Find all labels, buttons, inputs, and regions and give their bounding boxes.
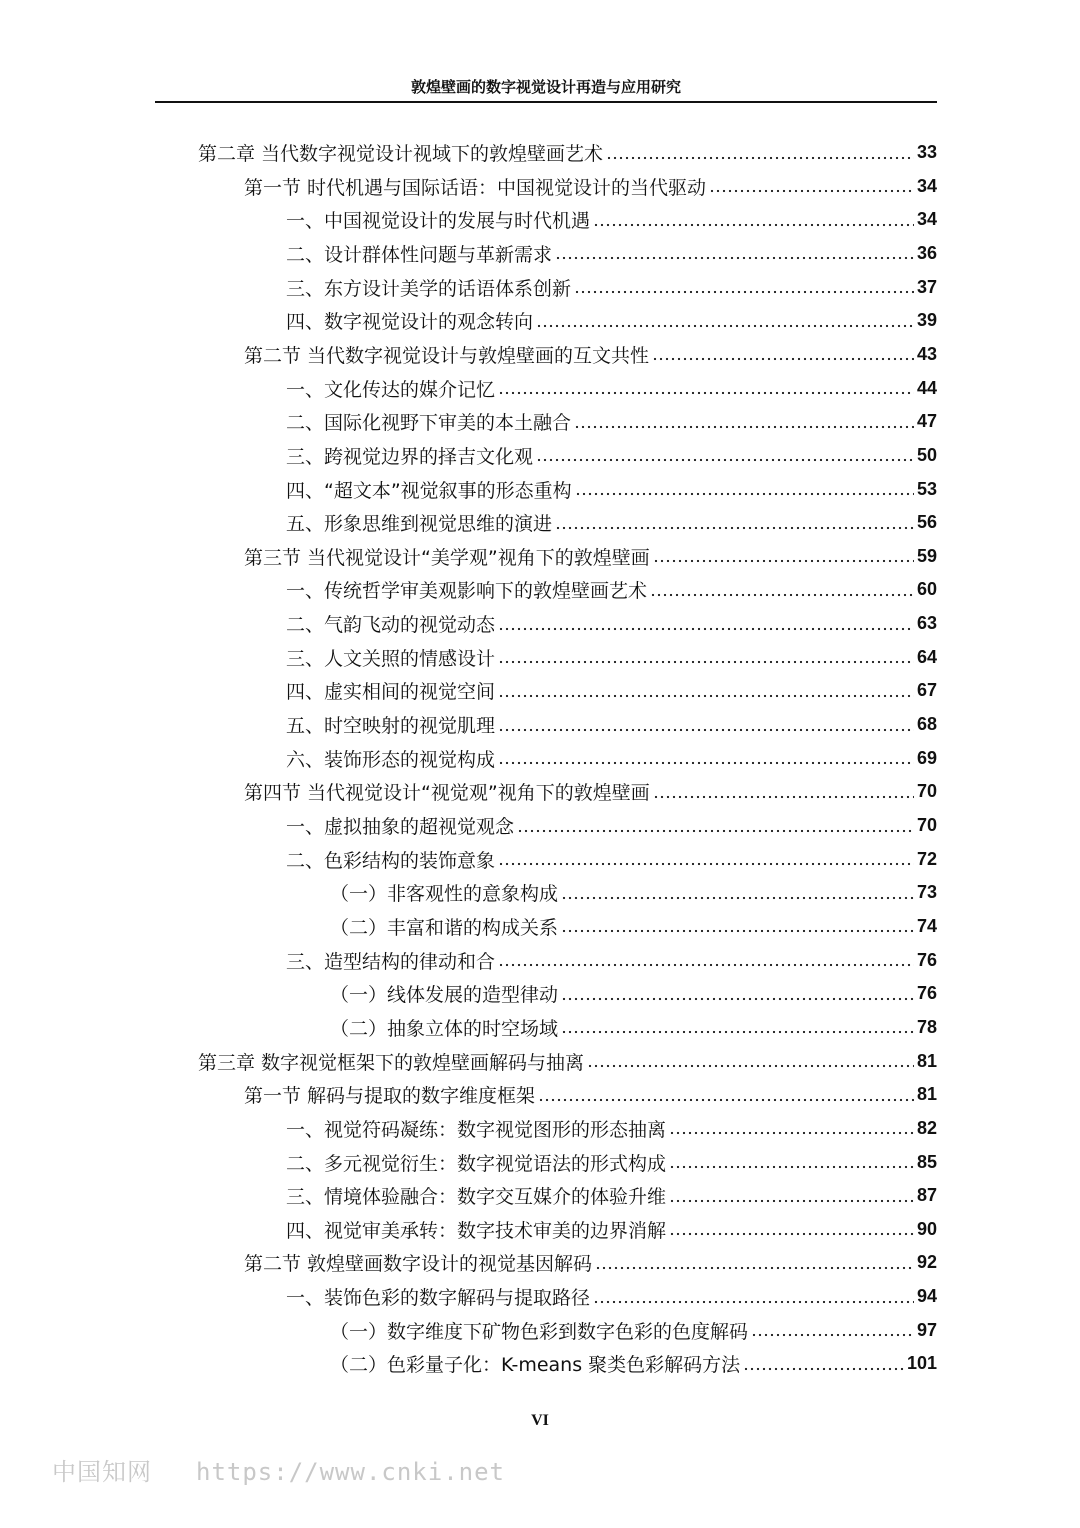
toc-entry-page: 81 — [916, 1084, 937, 1105]
toc-entry[interactable] — [286, 1280, 937, 1313]
toc-entry[interactable] — [286, 708, 937, 741]
toc-entry-page: 53 — [916, 478, 937, 499]
toc-entry-title: 三、东方设计美学的话语体系创新 — [286, 277, 572, 300]
toc-entry[interactable] — [286, 641, 937, 674]
toc-entry-page: 101 — [906, 1353, 937, 1374]
toc-entry-title: 四、视觉审美承转：数字技术审美的边界消解 — [286, 1219, 667, 1242]
toc-entry-page: 74 — [916, 915, 937, 936]
toc-entry[interactable] — [244, 1246, 937, 1279]
toc-entry[interactable] — [198, 136, 937, 169]
toc-entry-page: 70 — [916, 815, 937, 835]
dot-leader — [561, 1029, 914, 1035]
toc-entry-title: 第二节 敦煌壁画数字设计的视觉基因解码 — [244, 1253, 593, 1276]
toc-entry-title: 二、多元视觉衍生：数字视觉语法的形式构成 — [286, 1152, 667, 1175]
dot-leader — [652, 356, 914, 362]
toc-entry[interactable] — [286, 271, 937, 304]
toc-entry[interactable] — [286, 674, 937, 707]
toc-entry-title: 四、“超文本”视觉叙事的形态重构 — [286, 479, 572, 502]
toc-entry-page: 60 — [916, 579, 937, 600]
page-number: VI — [531, 1412, 549, 1429]
toc-entry[interactable] — [286, 944, 937, 977]
toc-entry-title: 四、数字视觉设计的观念转向 — [286, 311, 534, 334]
toc-entry-title: 二、色彩结构的装饰意象 — [286, 849, 496, 872]
toc-entry-title: 三、造型结构的律动和合 — [286, 950, 496, 973]
toc-entry[interactable] — [330, 977, 937, 1010]
toc-entry-page: 70 — [916, 781, 937, 802]
toc-entry-title: 三、情境体验融合：数字交互媒介的体验升维 — [286, 1186, 667, 1209]
toc-entry-page: 34 — [916, 175, 937, 196]
dot-leader — [498, 861, 914, 867]
toc-entry-title: 六、装饰形态的视觉构成 — [286, 748, 496, 771]
dot-leader — [498, 760, 914, 766]
dot-leader — [498, 962, 914, 968]
toc-entry[interactable] — [286, 1179, 937, 1212]
dot-leader — [498, 390, 914, 396]
dot-leader — [498, 659, 914, 665]
header-rule — [155, 101, 937, 103]
dot-leader — [498, 626, 914, 632]
dot-leader — [593, 222, 914, 228]
watermark-url: https://www.cnki.net — [196, 1458, 505, 1486]
toc-entry-title: 第一节 解码与提取的数字维度框架 — [244, 1085, 536, 1108]
toc-entry-title: 五、时空映射的视觉肌理 — [286, 715, 496, 738]
toc-entry[interactable] — [244, 540, 937, 573]
toc-entry-title: （二）色彩量子化：K-means 聚类色彩解码方法 — [330, 1354, 741, 1377]
toc-entry-title: 二、国际化视野下审美的本土融合 — [286, 412, 572, 435]
toc-entry[interactable] — [286, 473, 937, 506]
toc-entry-title: 一、文化传达的媒介记忆 — [286, 378, 496, 401]
toc-entry-page: 72 — [916, 848, 937, 869]
dot-leader — [587, 1063, 914, 1069]
dot-leader — [574, 424, 914, 430]
toc-entry-page: 50 — [916, 444, 937, 465]
dot-leader — [561, 996, 914, 1002]
toc-entry-page: 92 — [916, 1252, 937, 1273]
toc-entry-page: 37 — [916, 276, 937, 297]
dot-leader — [538, 1097, 914, 1103]
toc-entry-page: 73 — [916, 882, 937, 903]
toc-entry-page: 63 — [916, 613, 937, 634]
toc-entry-page: 33 — [916, 142, 937, 162]
toc-entry[interactable] — [330, 1314, 937, 1347]
toc-entry-title: 三、人文关照的情感设计 — [286, 647, 496, 670]
toc-entry-page: 47 — [916, 411, 937, 432]
toc-entry-title: 第二节 当代数字视觉设计与敦煌壁画的互文共性 — [244, 344, 650, 367]
toc-entry-title: 一、虚拟抽象的超视觉观念 — [286, 816, 515, 838]
dot-leader — [555, 255, 914, 261]
toc-entry-page: 67 — [916, 680, 937, 701]
toc-entry[interactable] — [286, 1112, 937, 1145]
toc-entry[interactable] — [330, 876, 937, 909]
toc-entry-page: 69 — [916, 747, 937, 768]
toc-entry-page: 78 — [916, 1016, 937, 1037]
toc-entry-title: 三、跨视觉边界的择吉文化观 — [286, 445, 534, 468]
toc-entry-page: 94 — [916, 1286, 937, 1307]
dot-leader — [536, 323, 914, 329]
toc-entry-title: 第二章 当代数字视觉设计视域下的敦煌壁画艺术 — [198, 143, 604, 165]
dot-leader — [561, 928, 914, 934]
toc-entry[interactable] — [286, 439, 937, 472]
dot-leader — [593, 1299, 914, 1305]
toc-entry-page: 56 — [916, 512, 937, 533]
toc-entry[interactable] — [244, 775, 937, 808]
dot-leader — [669, 1198, 914, 1204]
toc-entry-title: 一、视觉符码凝练：数字视觉图形的形态抽离 — [286, 1118, 667, 1141]
toc-entry[interactable] — [330, 1011, 937, 1044]
dot-leader — [555, 525, 914, 531]
dot-leader — [606, 155, 914, 161]
toc-entry[interactable] — [286, 1213, 937, 1246]
toc-entry[interactable] — [244, 1078, 937, 1111]
dot-leader — [574, 289, 914, 295]
toc-entry-page: 90 — [916, 1218, 937, 1239]
toc-entry-page: 76 — [916, 949, 937, 970]
toc-entry-page: 82 — [916, 1117, 937, 1138]
watermark — [52, 1452, 505, 1487]
dot-leader — [561, 895, 914, 901]
dot-leader — [743, 1366, 904, 1372]
toc-entry-page: 36 — [916, 242, 937, 263]
toc-entry-title: 一、传统哲学审美观影响下的敦煌壁画艺术 — [286, 580, 648, 603]
running-header: 敦煌壁画的数字视觉设计再造与应用研究 — [410, 78, 681, 96]
toc-entry[interactable] — [286, 607, 937, 640]
dot-leader — [653, 794, 914, 800]
dot-leader — [653, 558, 914, 564]
toc-entry-title: 第四节 当代视觉设计“视觉观”视角下的敦煌壁画 — [244, 782, 650, 805]
toc-entry-page: 34 — [916, 209, 937, 230]
dot-leader — [650, 592, 914, 598]
toc-entry[interactable] — [286, 809, 937, 842]
toc-entry-page: 44 — [916, 377, 937, 398]
toc-entry-title: 第三节 当代视觉设计“美学观”视角下的敦煌壁画 — [244, 546, 650, 569]
toc-entry-title: 第三章 数字视觉框架下的敦煌壁画解码与抽离 — [198, 1051, 585, 1074]
watermark-brand: 中国知网 — [52, 1458, 152, 1486]
toc-entry[interactable] — [244, 338, 937, 371]
toc-entry-title: 一、中国视觉设计的发展与时代机遇 — [286, 210, 591, 233]
toc-entry-title: 二、设计群体性问题与革新需求 — [286, 243, 553, 266]
dot-leader — [709, 188, 914, 194]
toc-entry[interactable] — [330, 1347, 937, 1380]
dot-leader — [669, 1231, 914, 1237]
toc-entry[interactable] — [198, 1045, 937, 1078]
toc-entry-page: 64 — [916, 646, 937, 667]
toc-entry-title: 五、形象思维到视觉思维的演进 — [286, 513, 553, 536]
toc-entry-title: 二、气韵飞动的视觉动态 — [286, 614, 496, 637]
toc-entry[interactable] — [286, 573, 937, 606]
toc-entry[interactable] — [286, 843, 937, 876]
toc-entry-page: 43 — [916, 343, 937, 364]
toc-entry[interactable] — [330, 910, 937, 943]
toc-entry[interactable] — [286, 405, 937, 438]
dot-leader — [498, 727, 914, 733]
dot-leader — [517, 828, 914, 834]
toc-entry-page: 39 — [916, 310, 937, 331]
toc-entry-title: （一）非客观性的意象构成 — [330, 883, 559, 906]
toc-entry-page: 76 — [916, 983, 937, 1004]
dot-leader — [575, 491, 914, 497]
toc-entry-page: 97 — [916, 1319, 937, 1340]
toc-entry-title: 四、虚实相间的视觉空间 — [286, 681, 496, 704]
toc-entry[interactable] — [286, 237, 937, 270]
dot-leader — [536, 457, 914, 463]
toc-entry[interactable] — [286, 203, 937, 236]
toc-entry[interactable] — [286, 742, 937, 775]
toc-entry-page: 81 — [916, 1050, 937, 1071]
toc-entry[interactable] — [286, 372, 937, 405]
dot-leader — [498, 693, 914, 699]
dot-leader — [669, 1164, 914, 1170]
toc-entry-title: （一）线体发展的造型律动 — [330, 984, 559, 1007]
toc-entry[interactable] — [286, 304, 937, 337]
toc-entry[interactable] — [286, 506, 937, 539]
toc-entry-title: 一、装饰色彩的数字解码与提取路径 — [286, 1287, 591, 1310]
toc-entry[interactable] — [286, 1146, 937, 1179]
toc-entry[interactable] — [244, 170, 937, 203]
toc-entry-page: 87 — [916, 1185, 937, 1206]
toc-entry-page: 85 — [916, 1151, 937, 1172]
dot-leader — [595, 1265, 914, 1271]
toc-entry-title: 第一节 时代机遇与国际话语：中国视觉设计的当代驱动 — [244, 176, 707, 199]
toc-entry-title: （二）丰富和谐的构成关系 — [330, 916, 559, 939]
toc-entry-page: 68 — [916, 714, 937, 735]
toc-entry-title: （一）数字维度下矿物色彩到数字色彩的色度解码 — [330, 1320, 749, 1343]
dot-leader — [669, 1130, 914, 1136]
dot-leader — [751, 1332, 914, 1338]
toc-entry-title: （二）抽象立体的时空场域 — [330, 1017, 559, 1040]
toc-entry-page: 59 — [916, 545, 937, 566]
